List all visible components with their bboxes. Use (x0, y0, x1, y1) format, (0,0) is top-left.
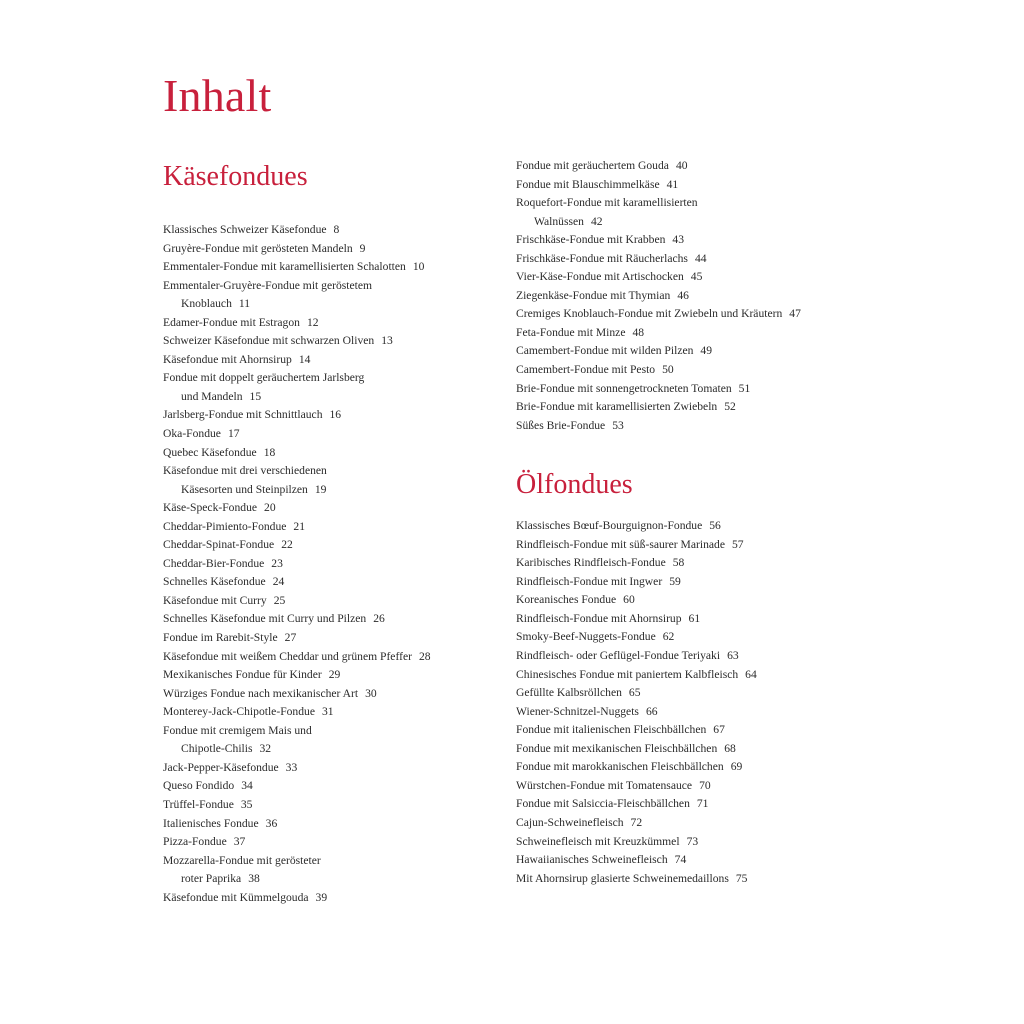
toc-entry-title-continued (163, 740, 493, 759)
toc-entry-title: Jarlsberg-Fondue mit Schnittlauch (163, 408, 323, 422)
toc-page-number: 73 (686, 834, 699, 848)
toc-entry-title: Brie-Fondue mit sonnengetrockneten Tomaten (516, 381, 732, 395)
toc-entry (516, 666, 846, 685)
toc-entry-title: Fondue mit Blauschimmelkäse (516, 177, 660, 191)
toc-entry (516, 417, 846, 436)
toc-page-number: 45 (690, 270, 703, 284)
toc-entry (516, 684, 846, 703)
toc-entry (163, 332, 493, 351)
toc-page-number: 44 (694, 251, 707, 265)
toc-page-number: 34 (241, 779, 253, 793)
toc-page-number: 19 (314, 482, 327, 496)
toc-entry-title: Frischkäse-Fondue mit Krabben (516, 233, 666, 247)
toc-entry-title: Gruyère-Fondue mit gerösteten Mandeln (163, 241, 353, 255)
toc-entry-title: Rindfleisch-Fondue mit Ingwer (516, 574, 663, 588)
toc-entry-title-line2: Knoblauch (181, 297, 232, 311)
toc-entry (163, 277, 493, 314)
toc-entry-title-continued (163, 481, 493, 500)
toc-page-number: 70 (699, 778, 711, 792)
toc-entry (516, 342, 846, 361)
toc-page-number: 69 (730, 760, 743, 774)
toc-entry-title-continued (163, 295, 493, 314)
toc-page-number: 71 (696, 797, 709, 811)
toc-entry-title: Käsefondue mit Kümmelgouda (163, 890, 309, 904)
toc-entry (163, 425, 493, 444)
toc-entry-title: Jack-Pepper-Käsefondue (163, 760, 279, 774)
toc-page-number: 29 (328, 668, 341, 682)
toc-entry-title: Fondue mit doppelt geräuchertem Jarlsberg (163, 371, 365, 385)
toc-column-left (163, 157, 493, 907)
toc-page-number: 17 (227, 427, 240, 441)
toc-entry (163, 722, 493, 759)
toc-entry (163, 777, 493, 796)
toc-entry (516, 573, 846, 592)
toc-entry (163, 314, 493, 333)
toc-entry (163, 499, 493, 518)
toc-page-number: 74 (674, 853, 687, 867)
toc-page-number: 22 (281, 538, 293, 552)
toc-page-number: 48 (632, 325, 645, 339)
toc-page-number: 67 (713, 723, 725, 737)
toc-page-number: 56 (709, 519, 721, 533)
toc-entry (516, 536, 846, 555)
toc-entry (163, 666, 493, 685)
toc-entry (163, 833, 493, 852)
toc-page-number: 72 (630, 815, 643, 829)
toc-entry-title-continued (163, 388, 493, 407)
toc-page-number: 35 (240, 797, 253, 811)
toc-page-number: 12 (306, 315, 319, 329)
toc-entry-title: Koreanisches Fondue (516, 593, 617, 607)
toc-entry (516, 554, 846, 573)
toc-entry-title: Queso Fondido (163, 779, 235, 793)
toc-entry (516, 517, 846, 536)
toc-entry-title-line2: Walnüssen (534, 214, 584, 228)
toc-entry (516, 591, 846, 610)
toc-entry-title: Rindfleisch-Fondue mit süß-saurer Marinade (516, 537, 725, 551)
toc-entry-title: Cremiges Knoblauch-Fondue mit Zwiebeln und Kräutern (516, 307, 783, 321)
toc-entry-title: Quebec Käsefondue (163, 445, 257, 459)
toc-entry (516, 795, 846, 814)
toc-page-number: 62 (662, 630, 675, 644)
toc-entry (163, 444, 493, 463)
toc-entry (163, 462, 493, 499)
toc-entry (163, 703, 493, 722)
toc-entry (516, 380, 846, 399)
toc-entry (163, 573, 493, 592)
toc-entry-title: Cajun-Schweinefleisch (516, 815, 624, 829)
toc-entry (516, 268, 846, 287)
toc-page-number: 21 (293, 519, 306, 533)
toc-entry (516, 777, 846, 796)
toc-page-number: 58 (672, 556, 685, 570)
toc-page-number: 42 (590, 214, 603, 228)
toc-entry-title-continued (163, 870, 493, 889)
toc-entry-title: Brie-Fondue mit karamellisierten Zwiebeln (516, 400, 718, 414)
toc-entry-title: Karibisches Rindfleisch-Fondue (516, 556, 666, 570)
toc-entry (163, 369, 493, 406)
toc-entry-title: Fondue im Rarebit-Style (163, 631, 278, 645)
toc-entry (516, 305, 846, 324)
toc-entry-title: Emmentaler-Gruyère-Fondue mit geröstetem (163, 278, 373, 292)
toc-page-number: 60 (623, 593, 635, 607)
toc-entry-title: Käsefondue mit Ahornsirup (163, 352, 292, 366)
toc-entry (163, 221, 493, 240)
toc-entry-title: Monterey-Jack-Chipotle-Fondue (163, 705, 315, 719)
toc-page-number: 65 (628, 686, 641, 700)
toc-page-number: 47 (789, 307, 801, 321)
toc-entry (516, 833, 846, 852)
toc-entry-title: Wiener-Schnitzel-Nuggets (516, 704, 639, 718)
toc-entry-title: Fondue mit Salsiccia-Fleischbällchen (516, 797, 690, 811)
toc-entry (163, 852, 493, 889)
toc-entry-title: Oka-Fondue (163, 427, 221, 441)
toc-entry (516, 361, 846, 380)
toc-entry-title: Emmentaler-Fondue mit karamellisierten Schalotten (163, 260, 406, 274)
toc-entry (516, 851, 846, 870)
toc-page-number: 50 (662, 363, 674, 377)
toc-page-number: 9 (359, 241, 366, 255)
toc-page-number: 27 (284, 631, 297, 645)
toc-entry-title: Mozzarella-Fondue mit gerösteter (163, 853, 321, 867)
toc-entry-title: Fondue mit mexikanischen Fleischbällchen (516, 741, 718, 755)
toc-page-number: 66 (645, 704, 658, 718)
toc-entry-title: Käsefondue mit Curry (163, 593, 267, 607)
toc-page-number: 30 (365, 686, 377, 700)
toc-entry (163, 351, 493, 370)
toc-entry-title: Chinesisches Fondue mit paniertem Kalbfleisch (516, 667, 739, 681)
toc-page-number: 25 (273, 593, 286, 607)
toc-entry-title: Mexikanisches Fondue für Kinder (163, 668, 322, 682)
toc-page-number: 64 (745, 667, 757, 681)
toc-entry (163, 685, 493, 704)
toc-entry-title: Smoky-Beef-Nuggets-Fondue (516, 630, 656, 644)
toc-entry-title: Schweizer Käsefondue mit schwarzen Oliven (163, 334, 375, 348)
toc-entry-title: Vier-Käse-Fondue mit Artischocken (516, 270, 684, 284)
toc-page-number: 46 (677, 288, 689, 302)
toc-entry (163, 592, 493, 611)
toc-page-number: 32 (259, 742, 272, 756)
toc-entry (516, 157, 846, 176)
toc-entry-title: Würstchen-Fondue mit Tomatensauce (516, 778, 693, 792)
toc-entry-title-continued (516, 213, 846, 232)
toc-page-number: 59 (669, 574, 681, 588)
toc-page-number: 16 (329, 408, 342, 422)
toc-entry-title: Camembert-Fondue mit Pesto (516, 363, 656, 377)
toc-list-oelfondues (516, 517, 846, 888)
toc-entry (516, 176, 846, 195)
toc-entry (516, 870, 846, 889)
toc-entry-title: Roquefort-Fondue mit karamellisierten (516, 196, 698, 210)
toc-column-right (516, 157, 846, 888)
toc-page-number: 23 (271, 556, 283, 570)
toc-entry-title: Klassisches Bœuf-Bourguignon-Fondue (516, 519, 703, 533)
toc-entry (163, 648, 493, 667)
toc-page-number: 31 (321, 705, 334, 719)
toc-entry (516, 287, 846, 306)
toc-page-number: 28 (418, 649, 431, 663)
toc-page-number: 57 (731, 537, 744, 551)
toc-entry (516, 610, 846, 629)
toc-entry-title: Schnelles Käsefondue mit Curry und Pilzen (163, 612, 367, 626)
toc-entry-title: Gefüllte Kalbsröllchen (516, 686, 622, 700)
toc-list-kaesefondues (163, 221, 493, 907)
toc-page-number: 37 (233, 835, 246, 849)
toc-entry-title: Cheddar-Bier-Fondue (163, 556, 265, 570)
toc-entry (516, 647, 846, 666)
toc-entry (163, 406, 493, 425)
toc-entry (516, 703, 846, 722)
toc-page-number: 39 (315, 890, 328, 904)
toc-page-number: 14 (298, 352, 311, 366)
toc-entry (516, 250, 846, 269)
toc-page-number: 20 (264, 501, 276, 515)
toc-page-number: 49 (700, 344, 713, 358)
toc-entry (163, 258, 493, 277)
toc-entry-title-line2: Käsesorten und Steinpilzen (181, 482, 308, 496)
toc-entry (516, 398, 846, 417)
toc-entry-title: Rindfleisch-Fondue mit Ahornsirup (516, 611, 682, 625)
toc-page-number: 41 (666, 177, 679, 191)
toc-entry (163, 796, 493, 815)
toc-entry (163, 240, 493, 259)
toc-entry-title: Käsefondue mit drei verschiedenen (163, 464, 327, 478)
toc-page-number: 75 (735, 871, 748, 885)
section-heading-oelfondues: Ölfondues (516, 469, 633, 501)
toc-entry-title: Fondue mit geräuchertem Gouda (516, 159, 669, 172)
toc-entry-title: Ziegenkäse-Fondue mit Thymian (516, 288, 671, 302)
toc-entry-title: Fondue mit cremigem Mais und (163, 723, 312, 737)
toc-entry-title: Fondue mit italienischen Fleischbällchen (516, 723, 707, 737)
toc-entry-title: Klassisches Schweizer Käsefondue (163, 223, 327, 236)
toc-entry-title: Schweinefleisch mit Kreuzkümmel (516, 834, 680, 848)
toc-page-number: 40 (675, 159, 688, 172)
toc-entry-title: Edamer-Fondue mit Estragon (163, 315, 300, 329)
toc-entry-title: Pizza-Fondue (163, 835, 227, 849)
toc-entry (163, 889, 493, 908)
toc-entry-title: Italienisches Fondue (163, 816, 259, 830)
toc-page-number: 18 (263, 445, 276, 459)
toc-entry (163, 610, 493, 629)
toc-page-number: 24 (272, 575, 285, 589)
toc-page-number: 52 (724, 400, 736, 414)
toc-entry-title: Käsefondue mit weißem Cheddar und grünem Pfeffer (163, 649, 412, 663)
toc-entry-title: Hawaiianisches Schweinefleisch (516, 853, 668, 867)
toc-entry (516, 758, 846, 777)
toc-entry-title-line2: roter Paprika (181, 872, 242, 886)
toc-page-number: 33 (285, 760, 298, 774)
toc-page-number: 63 (727, 649, 739, 663)
toc-entry-title-line2: und Mandeln (181, 389, 243, 403)
toc-list-kaesefondues-continued (516, 157, 846, 435)
toc-page-number: 8 (333, 223, 340, 236)
toc-entry (163, 815, 493, 834)
toc-entry (516, 721, 846, 740)
toc-page-number: 10 (412, 260, 425, 274)
toc-page-number: 43 (672, 233, 684, 247)
toc-entry (516, 814, 846, 833)
toc-page-number: 68 (724, 741, 736, 755)
toc-entry-title: Feta-Fondue mit Minze (516, 325, 626, 339)
toc-entry-title: Trüffel-Fondue (163, 797, 234, 811)
page-title: Inhalt (163, 70, 272, 121)
toc-entry-title: Cheddar-Pimiento-Fondue (163, 519, 287, 533)
toc-page-number: 61 (688, 611, 701, 625)
toc-page-number: 36 (265, 816, 278, 830)
toc-page-number: 11 (238, 297, 251, 311)
toc-page-number: 53 (612, 418, 624, 432)
toc-entry-title: Würziges Fondue nach mexikanischer Art (163, 686, 359, 700)
toc-entry (516, 628, 846, 647)
toc-entry (163, 555, 493, 574)
toc-entry-title: Fondue mit marokkanischen Fleischbällchen (516, 760, 724, 774)
toc-entry (163, 518, 493, 537)
toc-entry (516, 231, 846, 250)
toc-entry (163, 536, 493, 555)
toc-entry-title: Cheddar-Spinat-Fondue (163, 538, 275, 552)
toc-entry-title-line2: Chipotle-Chilis (181, 742, 253, 756)
toc-page-number: 51 (738, 381, 751, 395)
toc-entry (163, 629, 493, 648)
toc-entry (163, 759, 493, 778)
toc-entry-title: Frischkäse-Fondue mit Räucherlachs (516, 251, 688, 265)
section-heading-kaesefondues: Käsefondues (163, 161, 308, 192)
toc-entry (516, 194, 846, 231)
toc-entry (516, 740, 846, 759)
toc-page-number: 13 (381, 334, 393, 348)
toc-entry-title: Rindfleisch- oder Geflügel-Fondue Teriyaki (516, 649, 721, 663)
toc-entry-title: Käse-Speck-Fondue (163, 501, 258, 515)
toc-entry-title: Mit Ahornsirup glasierte Schweinemedaillons (516, 871, 729, 885)
toc-page-number: 38 (248, 872, 260, 886)
toc-page-number: 15 (249, 389, 262, 403)
toc-entry-title: Schnelles Käsefondue (163, 575, 266, 589)
toc-entry-title: Süßes Brie-Fondue (516, 418, 606, 432)
toc-entry-title: Camembert-Fondue mit wilden Pilzen (516, 344, 694, 358)
toc-entry (516, 324, 846, 343)
toc-page-number: 26 (373, 612, 385, 626)
